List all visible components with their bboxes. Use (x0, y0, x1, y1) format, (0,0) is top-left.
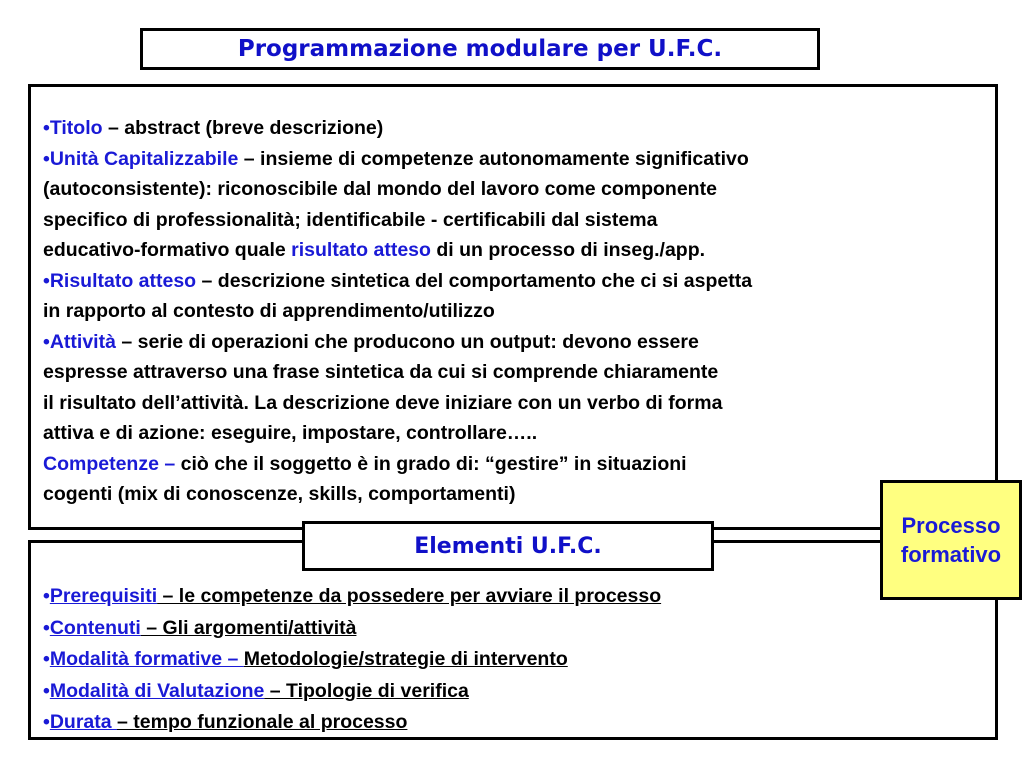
term-risultato: Risultato atteso (49, 269, 197, 292)
definition-unita (43, 144, 993, 175)
bullet: • (43, 679, 50, 702)
element-description: – Tipologie di verifica (264, 679, 469, 702)
definition-attivita-line3: il risultato dell’attività. La descrizione deve iniziare con un verbo di forma (43, 391, 723, 414)
text-unita-4b: di un processo di inseg./app. (430, 239, 706, 261)
text-competenze-1: ciò che il soggetto è in grado di: “gestire” in situazioni (175, 452, 687, 475)
term-unita: Unità Capitalizzabile (49, 147, 239, 170)
list-item (43, 676, 973, 708)
term-titolo: Titolo (49, 117, 103, 139)
text-unita-1: – insieme di competenze autonomamente significativo (238, 147, 749, 170)
definitions-panel (28, 84, 998, 530)
definition-risultato (43, 266, 993, 297)
element-term-link[interactable]: Modalità formative – (49, 648, 244, 670)
definition-unita-line3: specifico di professionalità; identificabile - certificabili dal sistema (43, 208, 658, 231)
element-description: – le competenze da possedere per avviare il processo (157, 585, 662, 607)
definition-competenze-line2: cogenti (mix di conoscenze, skills, comportamenti) (43, 483, 516, 505)
element-term-link[interactable]: Prerequisiti (49, 585, 158, 607)
list-item (43, 613, 973, 645)
definitions-list (43, 113, 993, 510)
bullet: • (43, 648, 50, 670)
list-item (43, 707, 973, 739)
definition-titolo (43, 113, 993, 144)
list-item (43, 581, 973, 613)
definition-risultato-line2: in rapporto al contesto di apprendimento/utilizzo (43, 300, 495, 322)
callout-line-1: Processo (901, 513, 1001, 538)
text-attivita-1: – serie di operazioni che producono un output: devono essere (115, 330, 699, 353)
text-unita-4a: educativo-formativo quale (43, 239, 292, 261)
text-titolo: – abstract (breve descrizione) (102, 117, 384, 139)
section-subtitle: Elementi U.F.C. (414, 533, 602, 559)
definition-competenze (43, 449, 993, 480)
elements-list (43, 581, 973, 739)
text-risultato-1: – descrizione sintetica del comportamento che ci si aspetta (196, 269, 753, 292)
list-item (43, 644, 973, 676)
callout-line-2: formativo (900, 542, 1002, 567)
element-description: – tempo funzionale al processo (117, 711, 408, 733)
definition-attivita (43, 327, 993, 358)
bullet: • (43, 117, 50, 139)
subtitle-box (302, 521, 714, 571)
element-description: – Gli argomenti/attività (140, 616, 357, 639)
term-risultato-inline: risultato atteso (291, 239, 431, 261)
page-title: Programmazione modulare per U.F.C. (237, 36, 723, 62)
element-term-link[interactable]: Durata (49, 711, 118, 733)
element-description: Metodologie/strategie di intervento (243, 648, 568, 670)
bullet: • (43, 711, 50, 733)
bullet: • (43, 585, 50, 607)
term-competenze: Competenze – (43, 452, 176, 475)
element-term-link[interactable]: Modalità di Valutazione (49, 679, 265, 702)
term-attivita: Attività (49, 330, 116, 353)
definition-attivita-line2: espresse attraverso una frase sintetica da cui si comprende chiaramente (43, 361, 719, 383)
bullet: • (43, 269, 50, 292)
process-callout (880, 480, 1022, 600)
bullet: • (43, 616, 50, 639)
title-box (140, 28, 820, 70)
bullet: • (43, 147, 50, 170)
definition-unita-line4 (43, 235, 993, 266)
bullet: • (43, 330, 50, 353)
definition-attivita-line4: attiva e di azione: eseguire, impostare, controllare….. (43, 422, 538, 444)
definition-unita-line2: (autoconsistente): riconoscibile dal mondo del lavoro come componente (43, 178, 717, 200)
element-term-link[interactable]: Contenuti (49, 616, 141, 639)
